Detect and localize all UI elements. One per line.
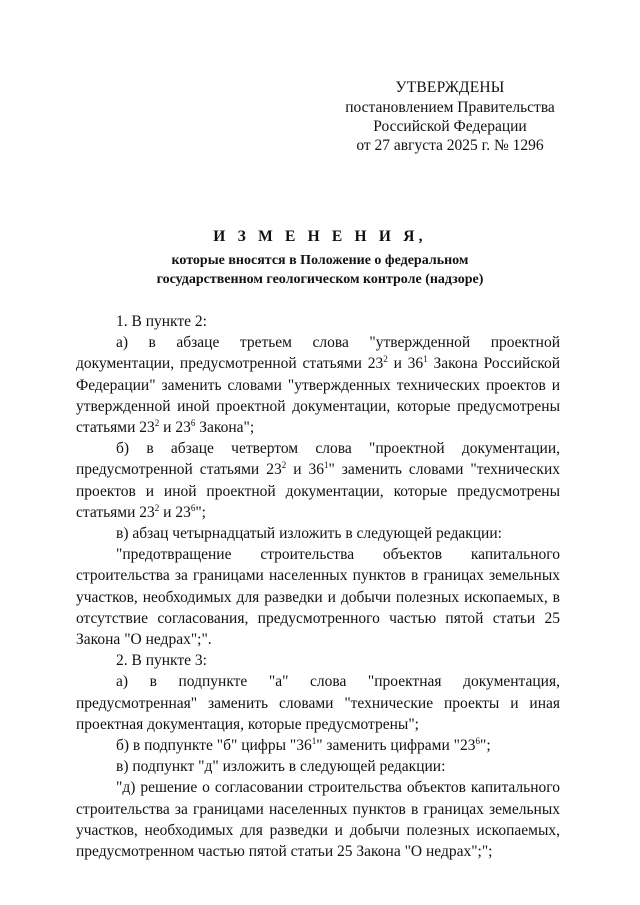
title-subtitle-line-2: государственном геологическом контроле (надзоре)	[156, 272, 484, 287]
superscript: 1	[423, 354, 428, 365]
approval-stamp	[300, 78, 600, 155]
text-run: и 23	[159, 503, 191, 521]
paragraph	[76, 523, 560, 544]
text-run: 2. В пункте 3:	[116, 652, 207, 670]
superscript: 2	[383, 354, 388, 365]
superscript: 1	[323, 460, 329, 471]
paragraph	[76, 544, 560, 650]
text-run: " заменить словами "технических проектов и иной проектной документации, которые предусмотрены статьями 23	[76, 461, 561, 521]
text-run: а) в подпункте "а" слова "проектная документация, предусмотренная" заменить словами "технические проекты и иная проектная документация, которые предусмотрены";	[76, 673, 560, 733]
document-title	[60, 227, 580, 289]
text-run: 1. В пункте 2:	[116, 313, 207, 330]
text-run: в) подпункт "д" изложить в следующей редакции:	[116, 758, 446, 776]
paragraph	[76, 311, 560, 332]
superscript: 6	[190, 418, 196, 429]
text-run: и 23	[159, 419, 191, 437]
text-run: а) в абзаце третьем слова "утвержденной проектной документации, предусмотренной статьями 23	[76, 334, 560, 373]
approval-heading: УТВЕРЖДЕНЫ	[395, 79, 505, 96]
title-main: И З М Е Н Е Н И Я,	[213, 228, 427, 245]
superscript: 6	[190, 502, 196, 513]
approval-line-1: постановлением Правительства	[345, 99, 555, 116]
text-run: б) в подпункте "б" цифры "36	[116, 737, 312, 755]
text-run: "д) решение о согласовании строительства объектов капитального строительства за границами населенных пунктов в границах земельных участков, необходимых для разведки и добычи полезных ископаемых, предусмотренном частью пятой статьи 25 Закона "О недрах";";	[76, 779, 560, 861]
superscript: 2	[281, 460, 287, 471]
approval-line-2: Российской Федерации	[373, 118, 527, 135]
text-run: ";	[480, 737, 491, 755]
title-subtitle-line-1: которые вносятся в Положение о федеральном	[171, 253, 469, 268]
paragraph	[76, 671, 560, 735]
paragraph	[76, 332, 560, 438]
text-run: и 36	[387, 355, 424, 373]
document-body	[76, 311, 560, 862]
superscript: 2	[154, 502, 160, 513]
approval-line-3: от 27 августа 2025 г. № 1296	[356, 137, 544, 154]
text-run: ";	[195, 503, 206, 521]
text-run: б) в абзаце четвертом слова "проектной документации, предусмотренной статьями 23	[76, 440, 560, 479]
superscript: 6	[475, 736, 480, 747]
paragraph	[76, 735, 560, 756]
superscript: 2	[154, 418, 160, 429]
text-run: Закона Российской Федерации" заменить словами "утвержденных технических проектов и утвержденной иной проектной документации, которые предусмотрены статьями 23	[76, 355, 561, 437]
paragraph	[76, 777, 560, 862]
paragraph	[76, 756, 560, 777]
text-run: " заменить цифрами "23	[316, 737, 476, 755]
text-run: и 36	[286, 461, 324, 479]
paragraph	[76, 438, 560, 523]
paragraph	[76, 650, 560, 671]
superscript: 1	[311, 736, 317, 747]
text-run: Закона";	[195, 419, 255, 437]
text-run: "предотвращение строительства объектов капитального строительства за границами населенных пунктов в границах земельных участков, необходимых для разведки и добычи полезных ископаемых, в отсутствие согласования, предусмотренного частью пятой статьи 25 Закона "О недрах";".	[76, 546, 560, 649]
text-run: в) абзац четырнадцатый изложить в следующей редакции:	[116, 525, 502, 543]
